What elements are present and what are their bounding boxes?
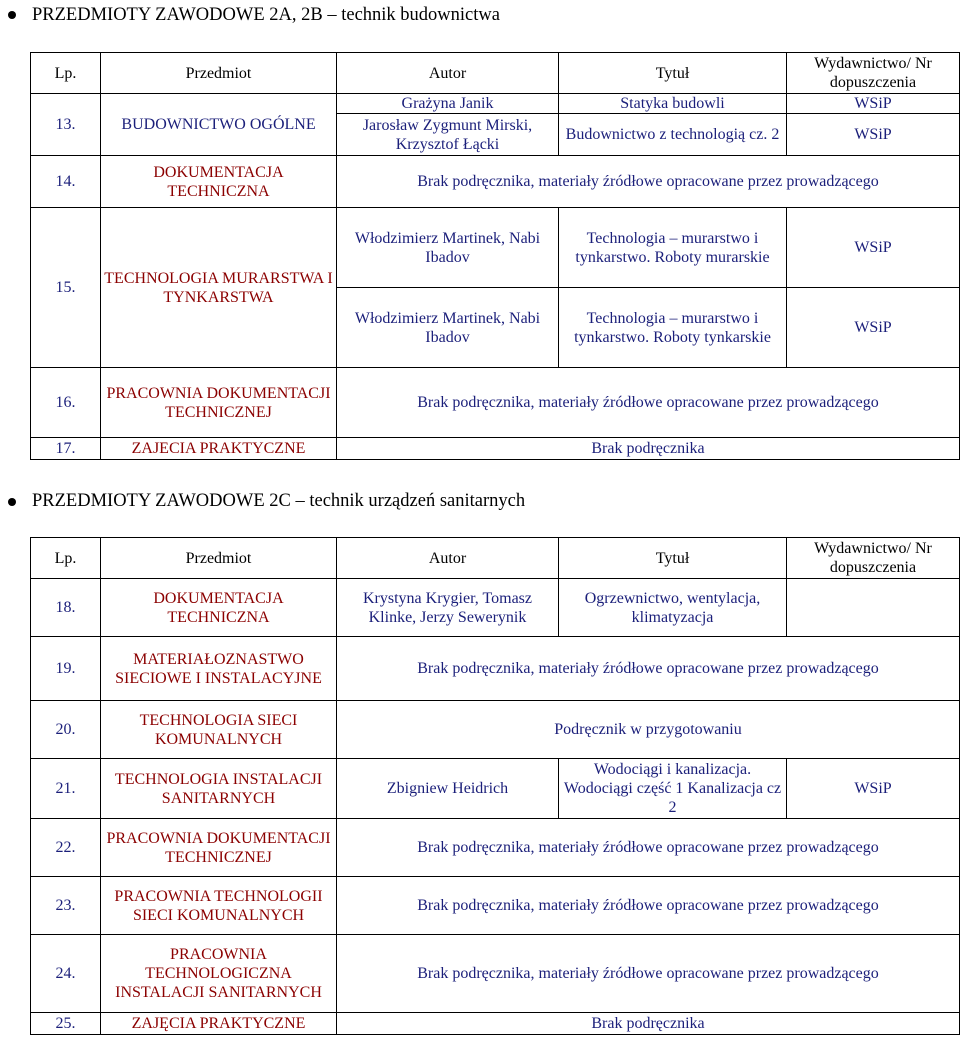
header-title: Tytuł [559,53,787,94]
section-heading-building: PRZEDMIOTY ZAWODOWE 2A, 2B – technik budownictwa [32,5,500,25]
row-publisher: WSiP [787,288,960,368]
header-author: Autor [337,53,559,94]
header-lp: Lp. [31,538,101,579]
row-lp: 24. [31,935,101,1013]
header-title: Tytuł [559,538,787,579]
table-row [31,156,960,208]
row-author: Włodzimierz Martinek, Nabi Ibadov [337,208,559,288]
row-lp: 23. [31,877,101,935]
header-publisher: Wydawnictwo/ Nr dopuszczenia [787,538,960,579]
row-publisher: WSiP [787,759,960,819]
table-row [31,935,960,1013]
row-title: Budownictwo z technologią cz. 2 [559,114,787,156]
row-subject: PRACOWNIA TECHNOLOGICZNA INSTALACJI SANITARNYCH [101,935,337,1013]
row-subject: DOKUMENTACJA TECHNICZNA [101,156,337,208]
row-title: Wodociągi i kanalizacja. Wodociągi część 1 Kanalizacja cz 2 [559,759,787,819]
table-row [31,637,960,701]
row-title: Technologia – murarstwo i tynkarstwo. Roboty tynkarskie [559,288,787,368]
row-title: Technologia – murarstwo i tynkarstwo. Roboty murarskie [559,208,787,288]
row-note: Brak podręcznika, materiały źródłowe opracowane przez prowadzącego [337,156,960,208]
row-note: Brak podręcznika, materiały źródłowe opracowane przez prowadzącego [337,368,960,438]
row-lp: 25. [31,1013,101,1035]
table-row [31,877,960,935]
row-author: Grażyna Janik [337,94,559,114]
row-subject: DOKUMENTACJA TECHNICZNA [101,579,337,637]
row-subject: TECHNOLOGIA INSTALACJI SANITARNYCH [101,759,337,819]
row-subject: ZAJECIA PRAKTYCZNE [101,438,337,460]
row-title: Ogrzewnictwo, wentylacja, klimatyzacja [559,579,787,637]
row-note: Brak podręcznika [337,438,960,460]
header-lp: Lp. [31,53,101,94]
table-row [31,208,960,288]
row-note: Brak podręcznika, materiały źródłowe opracowane przez prowadzącego [337,877,960,935]
table-header-row [31,53,960,94]
row-lp: 18. [31,579,101,637]
bullet-icon [8,498,16,506]
table-row [31,819,960,877]
row-note: Brak podręcznika, materiały źródłowe opracowane przez prowadzącego [337,819,960,877]
row-author: Zbigniew Heidrich [337,759,559,819]
section-heading-sanitary: PRZEDMIOTY ZAWODOWE 2C – technik urządzeń sanitarnych [32,491,526,511]
row-lp: 17. [31,438,101,460]
row-note: Brak podręcznika, materiały źródłowe opracowane przez prowadzącego [337,637,960,701]
row-subject: MATERIAŁOZNASTWO SIECIOWE I INSTALACYJNE [101,637,337,701]
row-author: Krystyna Krygier, Tomasz Klinke, Jerzy Sewerynik [337,579,559,637]
table-row [31,438,960,460]
row-subject: PRACOWNIA TECHNOLOGII SIECI KOMUNALNYCH [101,877,337,935]
row-lp: 16. [31,368,101,438]
table-row [31,368,960,438]
row-subject: BUDOWNICTWO OGÓLNE [101,94,337,156]
bullet-icon [8,11,16,19]
table-row [31,94,960,114]
row-publisher: WSiP [787,114,960,156]
row-author: Włodzimierz Martinek, Nabi Ibadov [337,288,559,368]
row-lp: 14. [31,156,101,208]
row-subject: TECHNOLOGIA MURARSTWA I TYNKARSTWA [101,208,337,368]
table-row [31,1013,960,1035]
row-subject: ZAJĘCIA PRAKTYCZNE [101,1013,337,1035]
row-author: Jarosław Zygmunt Mirski, Krzysztof Łącki [337,114,559,156]
header-author: Autor [337,538,559,579]
textbook-table-sanitary [30,537,960,1035]
textbook-table-building [30,52,960,460]
table-row [31,579,960,637]
row-subject: TECHNOLOGIA SIECI KOMUNALNYCH [101,701,337,759]
row-subject: PRACOWNIA DOKUMENTACJI TECHNICZNEJ [101,819,337,877]
row-note: Brak podręcznika, materiały źródłowe opracowane przez prowadzącego [337,935,960,1013]
row-publisher: WSiP [787,94,960,114]
table-header-row [31,538,960,579]
row-lp: 13. [31,94,101,156]
row-note: Brak podręcznika [337,1013,960,1035]
row-lp: 21. [31,759,101,819]
row-title: Statyka budowli [559,94,787,114]
row-subject: PRACOWNIA DOKUMENTACJI TECHNICZNEJ [101,368,337,438]
header-subject: Przedmiot [101,538,337,579]
row-note: Podręcznik w przygotowaniu [337,701,960,759]
row-publisher: WSiP [787,208,960,288]
row-lp: 19. [31,637,101,701]
header-subject: Przedmiot [101,53,337,94]
table-row [31,701,960,759]
row-lp: 22. [31,819,101,877]
table-row [31,759,960,819]
header-publisher: Wydawnictwo/ Nr dopuszczenia [787,53,960,94]
row-lp: 15. [31,208,101,368]
row-publisher [787,579,960,637]
row-lp: 20. [31,701,101,759]
